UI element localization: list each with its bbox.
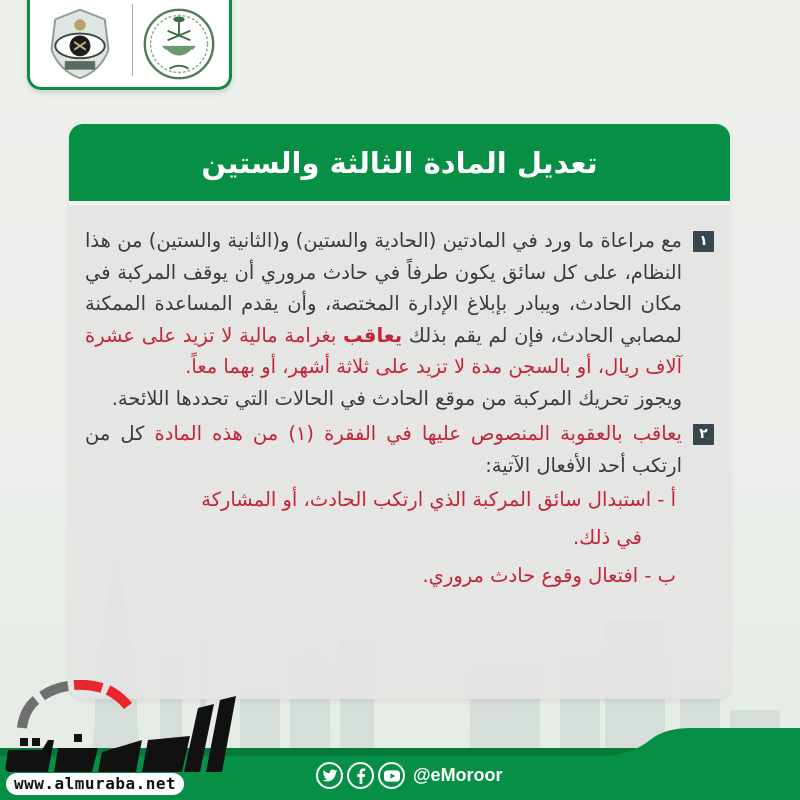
- article-paragraph-1: [85, 225, 714, 414]
- social-handle[interactable]: @eMoroor: [413, 765, 503, 785]
- subitem-label: أ -: [657, 488, 676, 511]
- subitem-text: استبدال سائق المركبة الذي ارتكب الحادث، أو المشاركة: [201, 488, 652, 511]
- paragraph-penalty-text: بغرامة مالية لا تزيد على عشرة آلاف ريال، أو بالسجن مدة لا تزيد على ثلاثة أشهر، أو بهما معاً.: [85, 323, 682, 378]
- subitem-b: [85, 557, 682, 595]
- card-header: [69, 124, 730, 201]
- article-paragraph-2: [85, 418, 714, 595]
- card-title: تعديل المادة الثالثة والستين: [201, 145, 598, 180]
- paragraph-number-badge: ٢: [693, 424, 714, 445]
- youtube-icon[interactable]: [378, 762, 405, 789]
- facebook-icon[interactable]: [347, 762, 374, 789]
- subitem-text: افتعال وقوع حادث مروري.: [422, 564, 639, 587]
- subitem-a: [85, 481, 682, 557]
- social-links: [316, 762, 503, 789]
- card-body: [69, 201, 730, 699]
- paragraph-text: كل من ارتكب أحد الأفعال الآتية:: [85, 422, 682, 477]
- paragraph-penalty-text: يعاقب بالعقوبة المنصوص عليها في الفقرة (١) من هذه المادة: [154, 422, 682, 445]
- logo-divider: [132, 4, 133, 76]
- paragraph-text: مع مراعاة ما ورد في المادتين (الحادية والستين) و(الثانية والستين) من هذا النظام، على كل سائق يكون طرفاً في حادث مروري أن يوقف المركبة في مكان الحادث، ويبادر بإبلاغ الإدارة المختصة، وأن يقدم المساعدة الممكنة لمصابي الحادث، فإن لم يقم بذلك: [85, 229, 682, 347]
- ministry-of-interior-emblem-icon: [141, 6, 217, 82]
- subitem-label: ب -: [644, 564, 676, 587]
- subitem-continuation: في ذلك.: [572, 526, 642, 549]
- almuraba-url[interactable]: www.almuraba.net: [6, 773, 184, 795]
- twitter-icon[interactable]: [316, 762, 343, 789]
- article-card: [69, 124, 730, 699]
- public-security-emblem-icon: [42, 6, 118, 82]
- paragraph-number-badge: ١: [693, 231, 714, 252]
- header-logo-card: [27, 0, 232, 90]
- paragraph-penalty-keyword: يعاقب: [343, 323, 403, 347]
- paragraph-extra-text: ويجوز تحريك المركبة من موقع الحادث في الحالات التي تحددها اللائحة.: [111, 386, 682, 410]
